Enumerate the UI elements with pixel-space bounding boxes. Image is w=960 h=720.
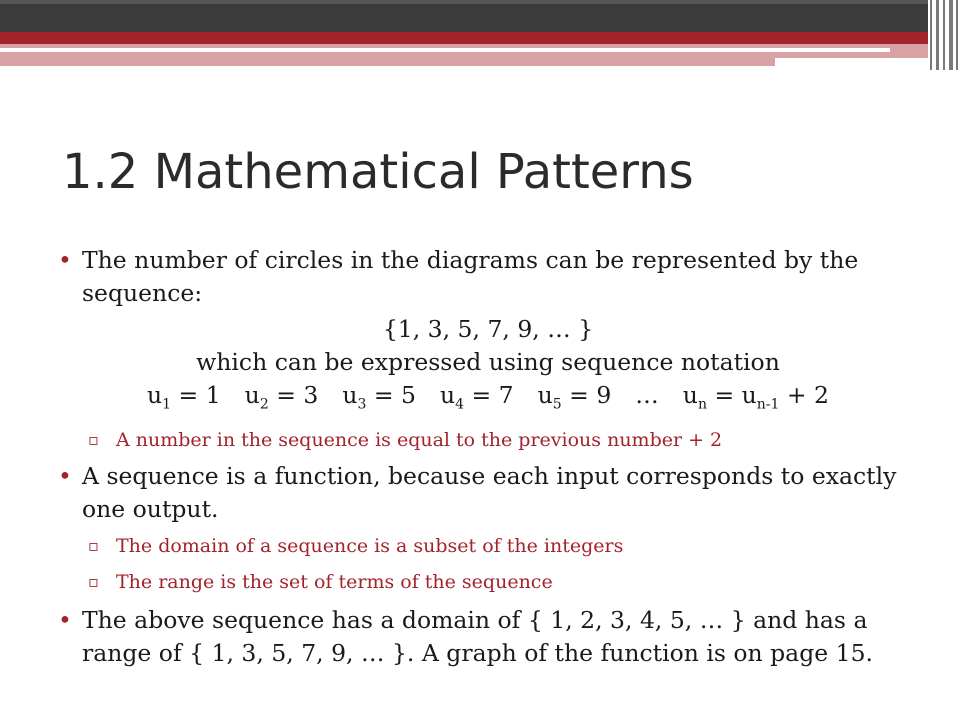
sequence-term: $u_3 = 5$ xyxy=(342,381,416,413)
subpoint-item xyxy=(58,532,918,560)
bullet-text: The number of circles in the diagrams can be represented by the sequence: xyxy=(82,246,859,307)
bullet-item xyxy=(58,604,918,670)
bullet-text: A sequence is a function, because each input corresponds to exactly one output. xyxy=(82,461,897,523)
header-dark-bar xyxy=(0,0,960,32)
bullet-item xyxy=(58,244,918,310)
square-bullet-icon: ▫ xyxy=(88,535,99,555)
subpoint-text: The domain of a sequence is a subset of the integers xyxy=(116,534,624,557)
notation-caption: which can be expressed using sequence notation xyxy=(196,348,780,376)
bullet-item xyxy=(58,460,918,526)
sequence-term: $u_2 = 3$ xyxy=(244,381,319,413)
sequence-term: $u_5 = 9$ xyxy=(537,381,612,413)
subpoint-text: A number in the sequence is equal to the previous number + 2 xyxy=(116,428,723,451)
sequence-set: {1, 3, 5, 7, 9, … } xyxy=(382,315,594,343)
header-highlight xyxy=(0,0,960,4)
square-bullet-icon: ▫ xyxy=(88,429,99,449)
square-bullet-icon: ▫ xyxy=(88,571,99,591)
bullet-text: The above sequence has a domain of { 1, 2, 3, 4, 5, … } and has a range of { 1, 3, 5, 7, 9, … }. A graph of the function is on page 15. xyxy=(82,605,873,667)
subpoint-item xyxy=(58,568,918,596)
header-vertical-lines xyxy=(928,0,960,70)
bullet-dot-icon: • xyxy=(58,605,72,634)
sequence-term: $u_4 = 7$ xyxy=(439,381,514,413)
sequence-term: $u_1 = 1$ xyxy=(147,381,221,413)
bullet-dot-icon: • xyxy=(58,246,72,274)
sequence-term: $u_n = u_{n-1} + 2$ xyxy=(682,381,829,413)
subpoint-item xyxy=(58,426,918,454)
header-red-bar xyxy=(0,32,960,44)
header-pink-bar-short xyxy=(0,58,775,66)
sequence-notation xyxy=(58,379,918,422)
slide-title: 1.2 Mathematical Patterns xyxy=(62,144,694,200)
sequence-term: … xyxy=(635,381,659,409)
subpoint-text: The range is the set of terms of the sequence xyxy=(116,570,553,593)
header-white-stripe xyxy=(0,48,890,52)
bullet-dot-icon: • xyxy=(58,461,72,490)
slide-body xyxy=(58,244,918,670)
